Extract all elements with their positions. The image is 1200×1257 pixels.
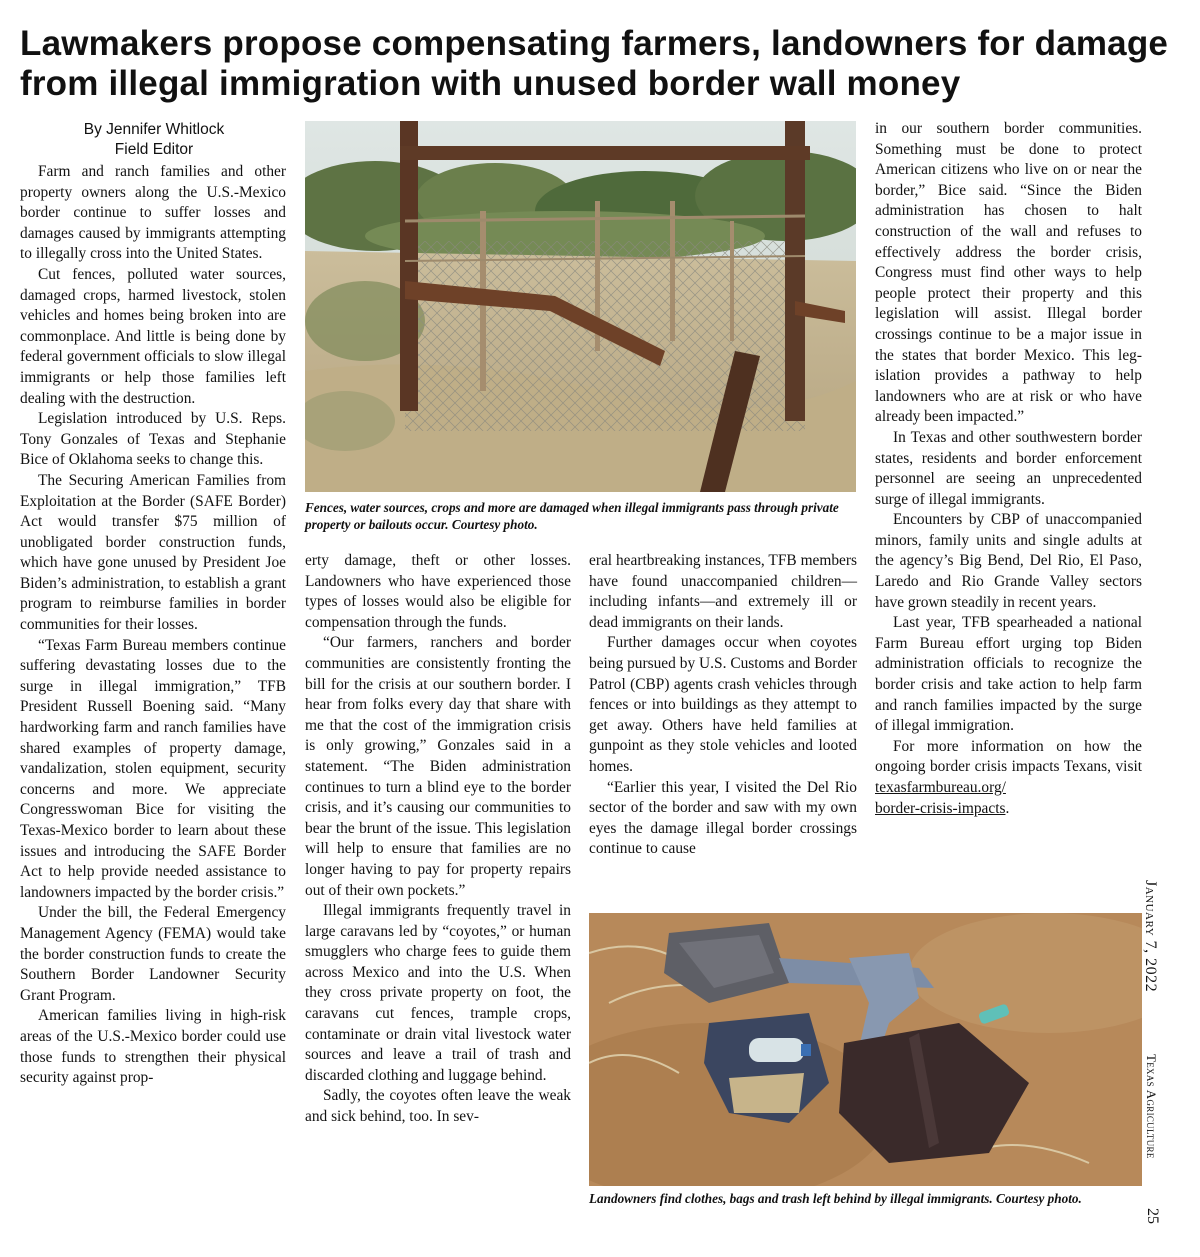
article-column-1 (20, 162, 286, 1089)
paragraph-text: For more information on how the ongoing border crisis impacts Texans, visit (875, 737, 1142, 776)
article-column-2 (305, 551, 571, 1128)
paragraph: In Texas and other southwestern border states, residents and border enforcement personnel are seeing an unprecedented surge of illegal immigrants. (875, 428, 1142, 508)
photo-caption-discarded-items: Landowners find clothes, bags and trash left behind by illegal immigrants. Courtesy photo. (589, 1191, 1082, 1206)
discarded-items-illustration (589, 913, 1142, 1186)
border-crisis-link[interactable]: texasfarmbureau.org/ (875, 779, 1006, 796)
discarded-items-photo (589, 913, 1142, 1186)
paragraph: Further damages occur when coyotes being pursued by U.S. Customs and Border Patrol (CBP) agents crash vehicles through fences or into buildings as they attempt to get away. Others have held families at gunpoint as they stole vehicles and looted homes. (589, 634, 857, 775)
paragraph-end: . (1005, 799, 1010, 817)
issue-date: January 7, 2022 (1142, 880, 1159, 993)
paragraph: Encounters by CBP of unaccompanied minors, family units and single adults at the agency’s Big Bend, Del Rio, El Paso, Laredo and Rio Grande Valley sectors have grown steadily in recent years. (875, 511, 1142, 611)
paragraph: The Securing American Families from Exploitation at the Border (SAFE Border) Act would transfer $75 million of unobligated border construction funds, which have gone unused by President Joe Biden’s administration, to establish a grant program to reimburse families in border communities for their losses. (20, 471, 286, 634)
paragraph: eral heartbreaking instances, TFB members have found unaccompanied children—including infants—and extremely ill or dead immigrants on their lands. (589, 552, 857, 631)
paragraph: Sadly, the coyotes often leave the weak and sick behind, too. In sev- (305, 1087, 571, 1126)
paragraph: in our southern border communities. Something must be done to protect American citizens who live on or near the border,” Bice said. “Since the Biden administration has chosen to halt construction of the wall and refuses to effectively address the border crisis, Congress must find other ways to help people protect their property and this legislation will assist. Illegal border crossings continue to be a major issue in the states that border Mexico. This legislation provides a pathway to help landowners who are at risk or who have already been impacted.” (875, 120, 1142, 426)
paragraph: Last year, TFB spearheaded a national Farm Bureau effort urging top Biden administration officials to recognize the border crisis and take action to help farm and ranch families impacted by the surge of illegal immigration. (875, 614, 1142, 735)
page-number: 25 (1144, 1208, 1161, 1224)
paragraph: Illegal immigrants frequently travel in large caravans led by “coyotes,” or human smugglers who charge fees to guide them across Mexico and into the U.S. When they cross private property on foot, the caravans cut fences, trample crops, contaminate or drain vital livestock water sources and leave a trail of trash and discarded clothing and luggage behind. (305, 902, 571, 1084)
paragraph: Legislation introduced by U.S. Reps. Tony Gonzales of Texas and Stephanie Bice of Oklahoma seeks to change this. (20, 410, 286, 469)
fence-damage-illustration (305, 121, 856, 492)
byline-role: Field Editor (114, 141, 194, 158)
border-crisis-link-continued[interactable]: border-crisis-impacts (875, 799, 1006, 817)
paragraph: “Our farmers, ranchers and border communities are consistently fronting the bill for the crisis at our southern border. I hear from folks every day that share with me that the cost of the immigration crisis is only growing,” Gonzales said in a statement. “The Biden administration continues to turn a blind eye to the border crisis, and it’s causing our communities to bear the brunt of the issue. This legislation will help to ensure that families are no longer having to pay for property repairs out of their own pockets.” (305, 634, 571, 899)
photo-caption-fence: Fences, water sources, crops and more are damaged when illegal immigrants pass through private property or bailouts occur. Courtesy photo. (305, 500, 839, 532)
headline: Lawmakers propose compensating farmers, landowners for damage from illegal immigration with unused border wall money (20, 24, 1169, 103)
article-column-3 (589, 551, 857, 860)
paragraph: Cut fences, polluted water sources, damaged crops, harmed livestock, stolen vehicles and homes being broken into are commonplace. And little is being done by federal government officials to slow illegal immigrants or help those families left dealing with the destruction. (20, 265, 286, 407)
paragraph: American families living in high-risk areas of the U.S.-Mexico border could use those funds to strengthen their physical security against prop- (20, 1007, 286, 1087)
byline-author: By Jennifer Whitlock (83, 121, 225, 138)
paragraph: “Texas Farm Bureau members continue suffering devastating losses due to the surge in illegal immigration,” TFB President Russell Boening said. “Many hardworking farm and ranch families have shared examples of property damage, vandalization, stolen equipment, security concerns and more. We appreciate Congresswoman Bice for visiting the Texas-Mexico border to learn about these issues and introducing the SAFE Border Act to help provide needed assistance to landowners impacted by the border crisis.” (20, 636, 286, 901)
paragraph: “Earlier this year, I visited the Del Rio sector of the border and saw with my own eyes the damage illegal border crossings continue to cause (589, 778, 857, 858)
paragraph: Farm and ranch families and other property owners along the U.S.-Mexico border continue to suffer losses and damages caused by immigrants attempting to illegally cross into the United States. (20, 163, 286, 263)
paragraph: erty damage, theft or other losses. Landowners who have experienced those types of losses would also be eligible for compensation through the funds. (305, 552, 571, 631)
article-column-4 (875, 119, 1142, 819)
paragraph (875, 737, 1142, 819)
publication-name: Texas Agriculture (1144, 1054, 1159, 1159)
paragraph: Under the bill, the Federal Emergency Management Agency (FEMA) would take the border construction funds to create the Southern Border Landowner Security Grant Program. (20, 904, 286, 1004)
fence-damage-photo (305, 121, 856, 492)
